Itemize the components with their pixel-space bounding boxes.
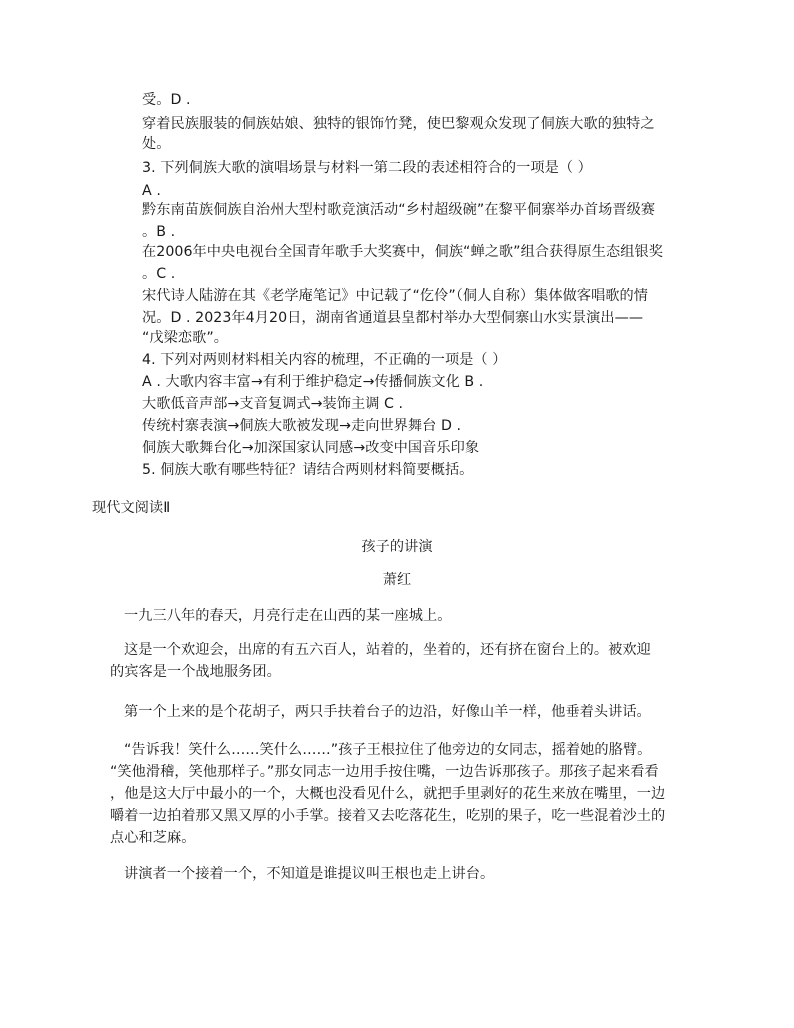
option-text: 大歌低音声部→支音复调式→装饰主调 C . <box>142 396 404 412</box>
option-label: 。B . <box>142 224 176 240</box>
option-text: 侗族大歌舞台化→加深国家认同感→改变中国音乐印象 <box>142 440 480 456</box>
paragraph-line: “笑他滑稽，笑他那样子。”那女同志一边用手按住嘴，一边告诉那孩子。那孩子起来看看 <box>110 764 659 780</box>
option-text: “戊梁恋歌”。 <box>142 330 228 346</box>
paragraph-line: 点心和芝麻。 <box>110 830 196 846</box>
option-text: 传统村寨表演→侗族大歌被发现→走向世界舞台 D . <box>142 418 462 434</box>
paragraph-line: 一九三八年的春天，月亮行走在山西的某一座城上。 <box>124 608 452 624</box>
paragraph-line: ，他是这大厅中最小的一个，大概也没看见什么，就把手里剥好的花生来放在嘴里，一边 <box>110 786 666 802</box>
option-label: 。C . <box>142 266 176 282</box>
question-3: 3. 下列侗族大歌的演唱场景与材料一第二段的表述相符合的一项是（ ） <box>142 160 592 176</box>
option-text: 况。D . 2023年4月20日，湖南省通道县皇都村举办大型侗寨山水实景演出—— <box>142 310 644 326</box>
quiz-line: 受。D . <box>142 92 191 108</box>
paragraph-line: 的宾客是一个战地服务团。 <box>110 664 281 680</box>
paragraph-line: 讲演者一个接着一个，不知道是谁提议叫王根也走上讲台。 <box>124 866 495 882</box>
question-4: 4. 下列对两则材料相关内容的梳理，不正确的一项是（ ） <box>142 352 507 368</box>
paragraph-line: 这是一个欢迎会，出席的有五六百人，站着的，坐着的，还有挤在窗台上的。被欢迎 <box>124 642 651 658</box>
paragraph-line: 第一个上来的是个花胡子，两只手扶着台子的边沿，好像山羊一样，他垂着头讲话。 <box>124 704 651 720</box>
option-text: 在2006年中央电视台全国青年歌手大奖赛中，侗族“蝉之歌”组合获得原生态组银奖 <box>142 244 663 260</box>
paragraph-line: 嚼着一边拍着那又黑又厚的小手掌。接着又去吃落花生，吃别的果子，吃一些混着沙土的 <box>110 808 666 824</box>
quiz-line: 处。 <box>142 136 171 152</box>
paragraph-line: “告诉我！笑什么……笑什么……”孩子王根拉住了他旁边的女同志，摇着她的胳臂。 <box>124 742 652 758</box>
question-5: 5. 侗族大歌有哪些特征？请结合两则材料简要概括。 <box>142 462 474 478</box>
option-text: 黔东南苗族侗族自治州大型村歌竞演活动“乡村超级碗”在黎平侗寨举办首场晋级赛 <box>142 202 656 218</box>
quiz-line: 穿着民族服装的侗族姑娘、独特的银饰竹凳，使巴黎观众发现了侗族大歌的独特之 <box>142 116 655 132</box>
article-title: 孩子的讲演 <box>361 539 433 555</box>
section-heading: 现代文阅读Ⅱ <box>92 500 171 516</box>
option-label: A . <box>142 183 161 199</box>
option-text: A . 大歌内容丰富→有利于维护稳定→传播侗族文化 B . <box>142 374 484 390</box>
option-text: 宋代诗人陆游在其《老学庵笔记》中记载了“仡伶”（侗人自称）集体做客唱歌的情 <box>142 288 649 304</box>
article-author: 萧红 <box>382 572 412 588</box>
